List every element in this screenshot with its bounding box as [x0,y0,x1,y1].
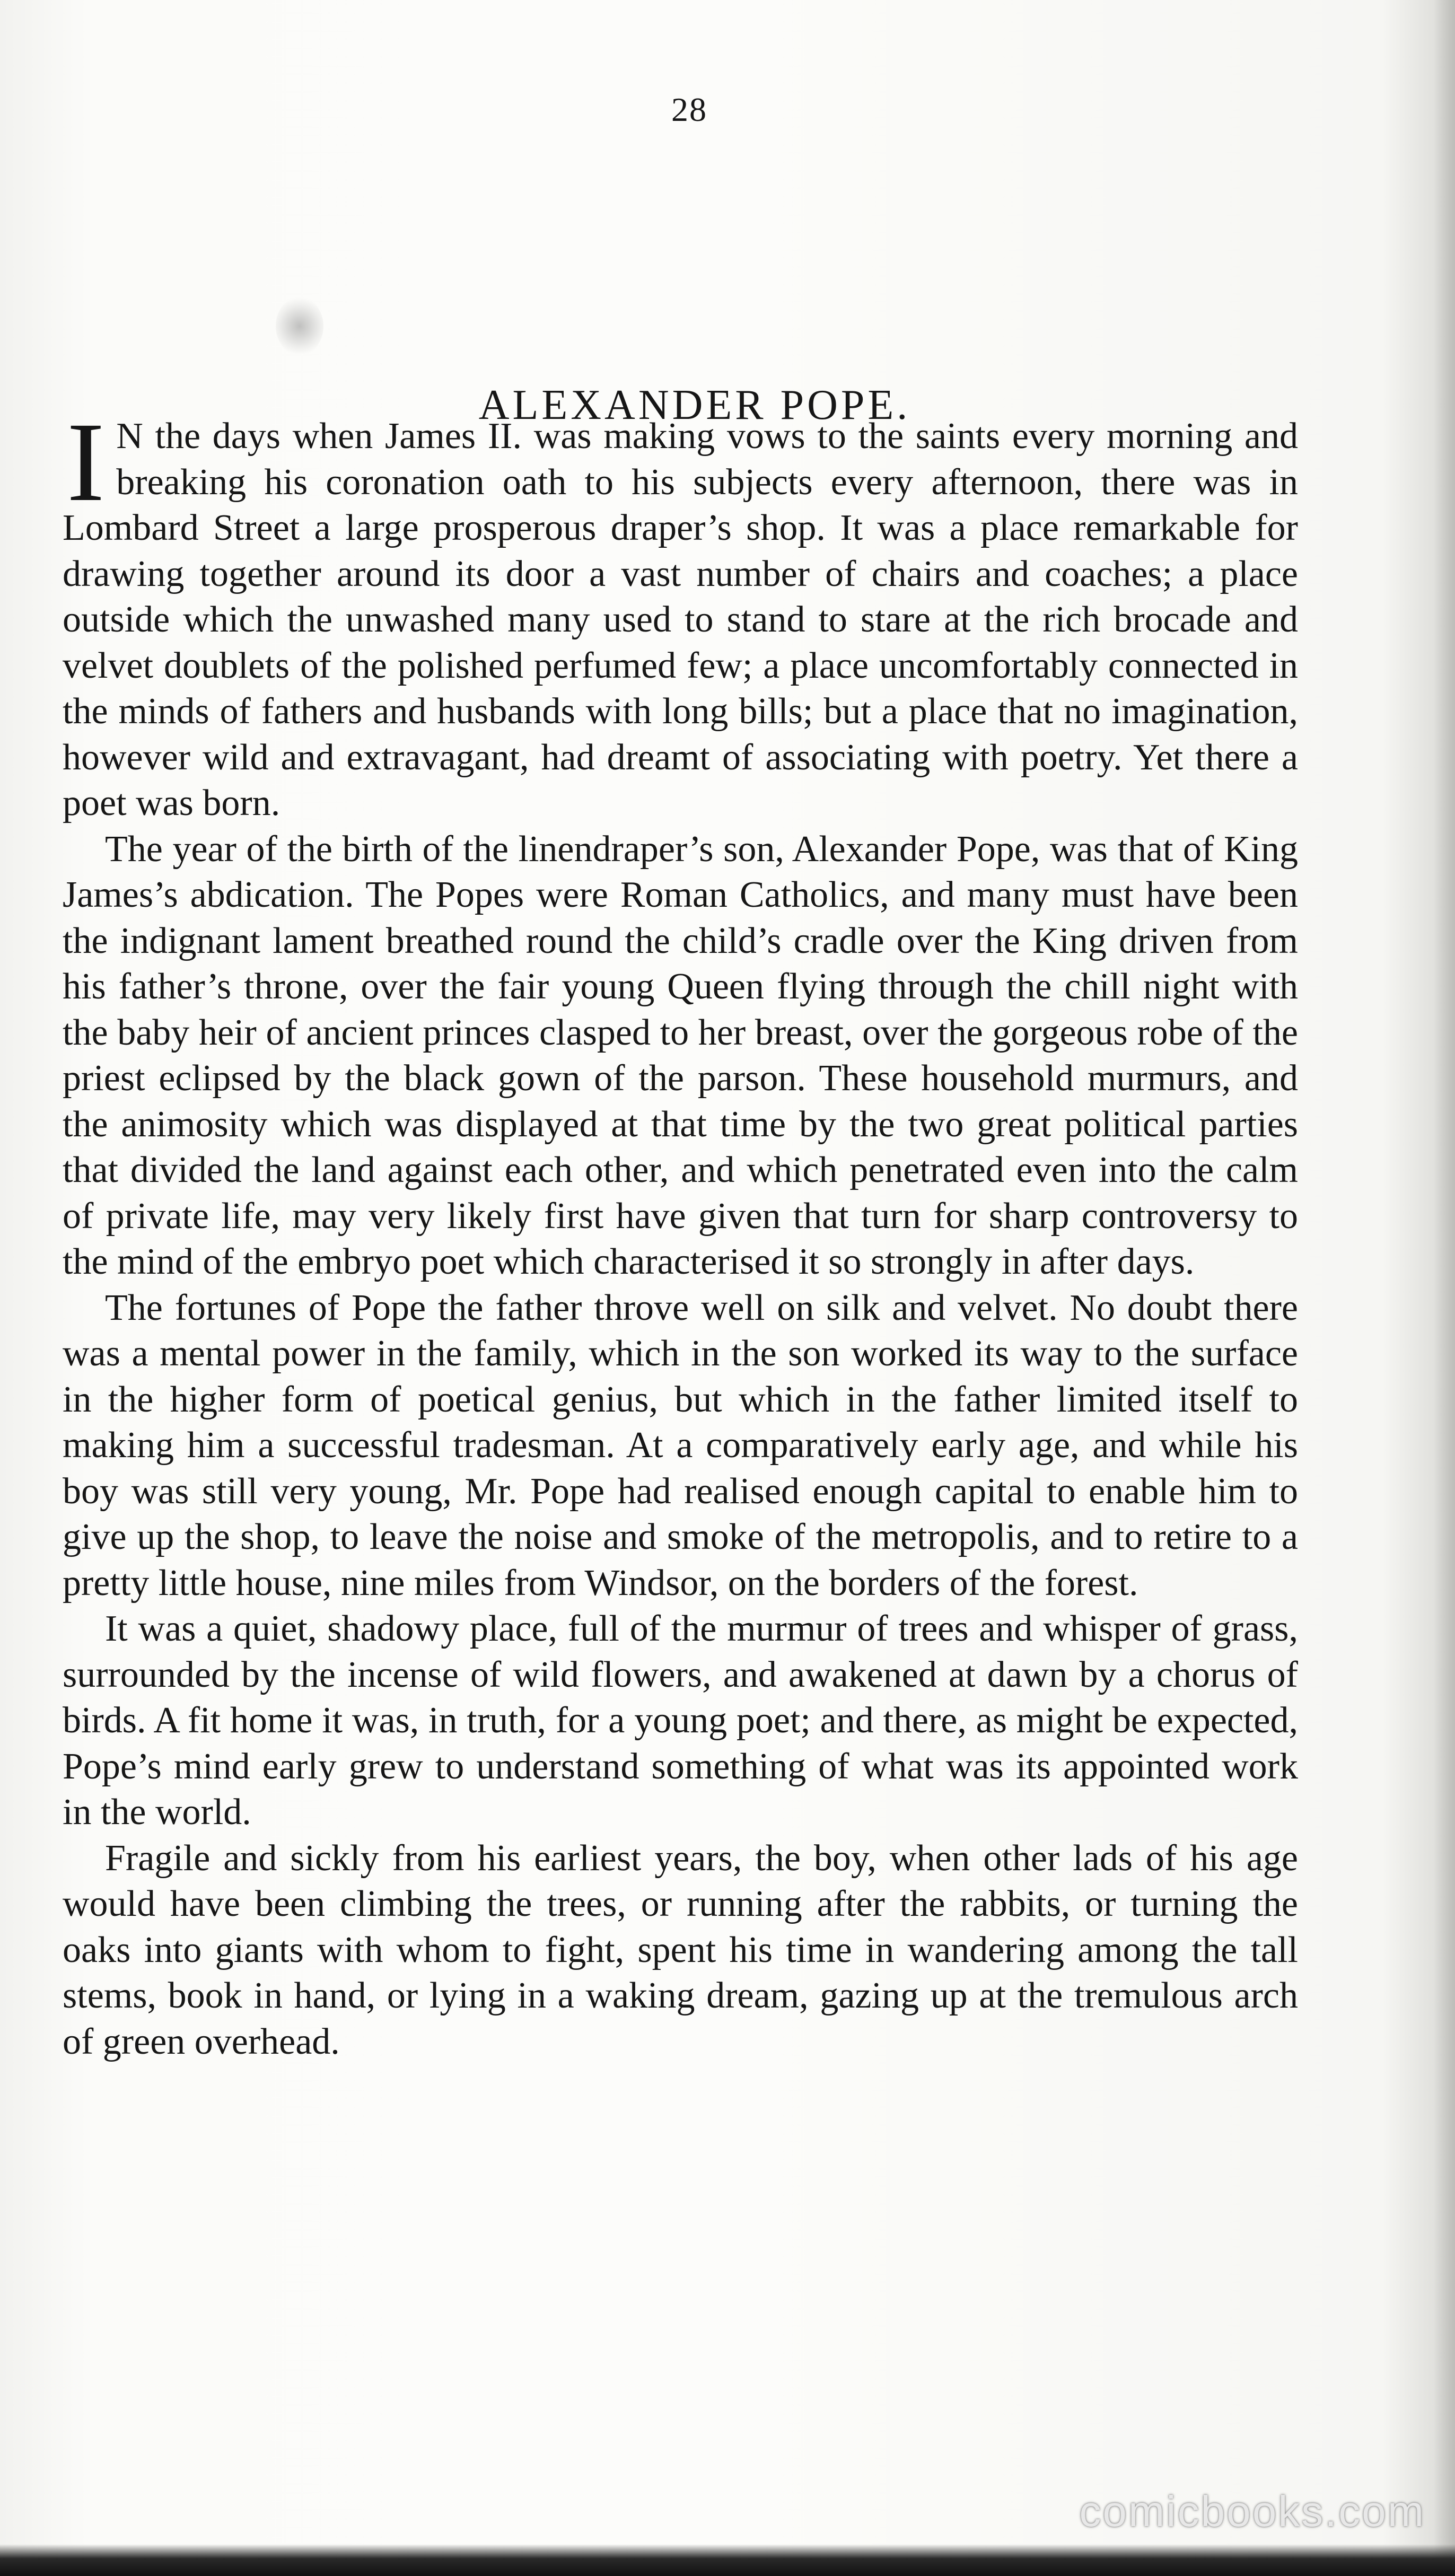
drop-cap: I [67,399,105,525]
chapter-title: ALEXANDER POPE. [478,381,911,428]
paragraph-1-text: N the days when James II. was making vows to the saints every morning and breaking his coronation oath to his subjects every afternoon, there was in Lombard Street a large prosperous draper’s shop. It was a place remarkable for drawing together around its door a vast number of chairs and coaches; a place outside which the unwashed many used to stand to stare at the rich brocade and velvet doublets of the polished perfumed few; a place uncomfortably connected in the minds of fathers and husbands with long bills; but a place that no imagination, however wild and extravagant, had dreamt of associating with poetry. Yet there a poet was born. [63,416,1298,823]
paragraph-2: The year of the birth of the linendraper’s son, Alexander Pope, was that of King James’s abdication. The Popes were Roman Catholics, and many must have been the indignant lament breathed round the child’s cradle over the King driven from his father’s throne, over the fair young Queen flying through the chill night with the baby heir of ancient princes clasped to her breast, over the gorgeous robe of the priest eclipsed by the black gown of the parson. These household murmurs, and the animosity which was displayed at that time by the two great political parties that divided the land against each other, and which penetrated even into the calm of private life, may very likely first have given that turn for sharp controversy to the mind of the embryo poet which characterised it so strongly in after days. [63,828,1298,1282]
page-number: 28 [671,91,707,128]
paragraph-5: Fragile and sickly from his earliest years, the boy, when other lads of his age would have been climbing the trees, or running after the rabbits, or turning the oaks into giants with whom to fight, spent his time in wandering among the tall stems, book in hand, or lying in a waking dream, gazing up at the tremulous arch of green overhead. [63,1837,1298,2062]
page-right-edge [1434,0,1455,2576]
page-bottom-edge [0,2544,1455,2576]
paragraph-3: The fortunes of Pope the father throve well on silk and velvet. No doubt there was a mental power in the family, which in the son worked its way to the surface in the higher form of poetical genius, but which in the father limited itself to making him a successful tradesman. At a comparatively early age, and while his boy was still very young, Mr. Pope had realised enough capital to enable him to give up the shop, to leave the noise and smoke of the metropolis, and to retire to a pretty little house, nine miles from Windsor, on the borders of the forest. [63,1287,1298,1604]
body-text [63,399,1298,2065]
watermark: comicbooks.com [1079,2487,1425,2536]
paragraph-4: It was a quiet, shadowy place, full of the murmur of trees and whisper of grass, surrounded by the incense of wild flowers, and awakened at dawn by a chorus of birds. A fit home it was, in truth, for a young poet; and there, as might be expected, Pope’s mind early grew to understand something of what was its appointed work in the world. [63,1608,1298,1833]
ink-smudge [276,297,323,355]
